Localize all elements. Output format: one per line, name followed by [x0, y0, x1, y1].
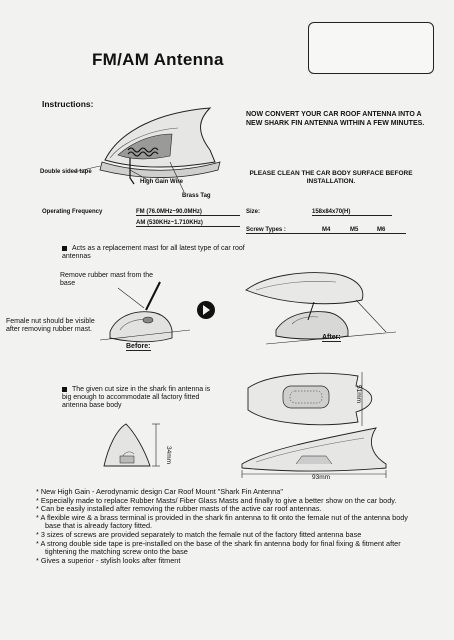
arrow-right-icon	[196, 300, 216, 320]
fin-side-view-right	[236, 420, 416, 480]
fin-side-view-left	[94, 418, 174, 473]
before-label: Before:	[126, 343, 151, 350]
logo-placeholder-box	[308, 22, 434, 74]
shark-fin-illustration-top	[60, 100, 240, 200]
dim-34mm: 34mm	[165, 446, 172, 465]
page-title: FM/AM Antenna	[92, 50, 224, 69]
after-label: After:	[322, 334, 341, 341]
feature-item: * Can be easily installed after removing the rubber masts of the active car roof antennas.	[36, 504, 322, 514]
feature-item: * 3 sizes of screws are provided separately to match the female nut of the factory fitted antenna base	[36, 529, 362, 539]
screw-m6: M6	[377, 227, 386, 233]
step2-note-text: The given cut size in the shark fin antenna is big enough to accommodate all factory fitted antenna base body	[62, 386, 211, 409]
dim-93mm: 93mm	[312, 474, 331, 481]
feature-item: * New High Gain - Aerodynamic design Car Roof Mount "Shark Fin Antenna"	[36, 487, 283, 496]
remove-mast-label: Remove rubber mast from the base	[60, 272, 153, 287]
screw-m5: M5	[350, 227, 359, 233]
callout-double-sided-tape: Double sided tape	[40, 169, 92, 175]
am-frequency: AM (530KHz~1.710KHz)	[136, 220, 240, 227]
feature-item: * A flexible wire & a brass terminal is provided in the shark fin antenna to fit onto the female nut of the antenna body base that is already factory fitted.	[36, 512, 408, 531]
clean-surface-note: PLEASE CLEAN THE CAR BODY SURFACE BEFORE INSTALLATION.	[249, 170, 413, 185]
bullet-square-icon	[62, 387, 67, 392]
fm-frequency: FM (76.0MHz~90.0MHz)	[136, 209, 240, 216]
callout-high-gain-wire: High Gain Wire	[140, 179, 183, 185]
female-nut-label: Female nut should be visible after removing rubber mast.	[6, 318, 95, 333]
feature-item: * Especially made to replace Rubber Masts/ Fiber Glass Masts and finally to give a better show on the car body.	[36, 495, 397, 505]
operating-frequency-label: Operating Frequency	[42, 209, 103, 215]
step2-note	[62, 386, 212, 410]
size-label: Size:	[246, 209, 261, 215]
instructions-heading: Instructions:	[42, 99, 94, 109]
screw-types-label: Screw Types :	[246, 227, 406, 234]
headline: NOW CONVERT YOUR CAR ROOF ANTENNA INTO A NEW SHARK FIN ANTENNA WITHIN A FEW MINUTES.	[246, 111, 425, 127]
callout-brass-tag: Brass Tag	[182, 193, 211, 199]
size-value: 158x84x70(H)	[312, 209, 392, 216]
bullet-square-icon	[62, 246, 67, 251]
step1-note	[62, 245, 252, 261]
feature-list	[36, 488, 416, 565]
feature-item: * Gives a superior - stylish looks after fitment	[36, 555, 181, 565]
step1-note-text: Acts as a replacement mast for all latest type of car roof antennas	[62, 245, 245, 260]
screw-m4: M4	[322, 227, 331, 233]
before-illustration	[90, 280, 200, 350]
dim-51mm: 51mm	[355, 385, 362, 404]
feature-item: * A strong double side tape is pre-installed on the base of the shark fin antenna body for final fixing & fitment after tightening the matching screw onto the base	[36, 538, 401, 557]
